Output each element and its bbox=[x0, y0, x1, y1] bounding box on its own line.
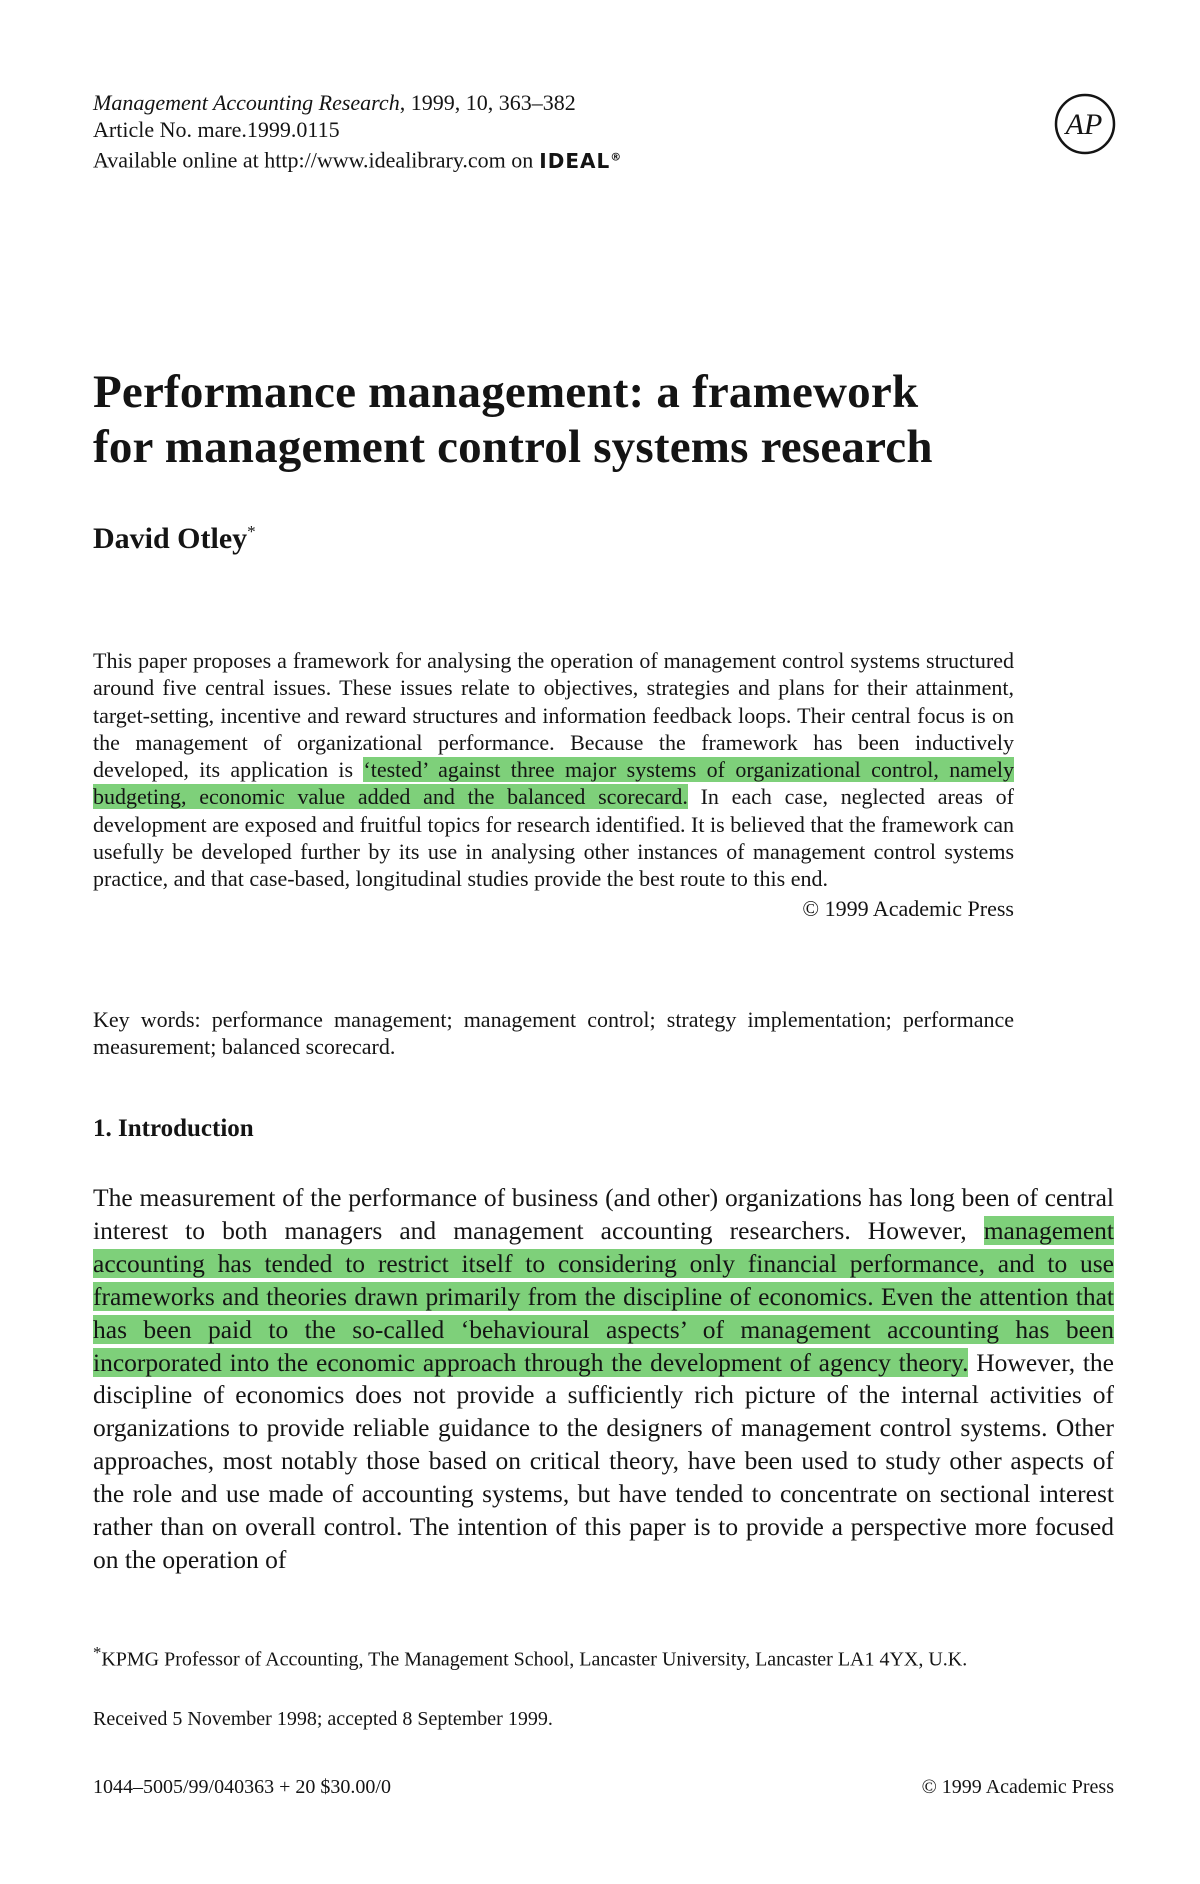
svg-text:AP: AP bbox=[1065, 108, 1103, 141]
abstract-highlight: ‘tested’ against three major systems of organizational control, namely budgeting, economic value added and the balanced scorecard. bbox=[93, 757, 1014, 810]
title-line-2: for management control systems research bbox=[93, 421, 933, 473]
article-number: Article No. mare.1999.0115 bbox=[93, 117, 340, 142]
availability-line bbox=[93, 143, 622, 175]
ideal-logo: IDEAL® bbox=[539, 148, 623, 173]
author-name: David Otley bbox=[93, 522, 248, 555]
paper-title bbox=[93, 365, 1133, 475]
publisher-logo-icon bbox=[1053, 92, 1117, 156]
journal-volume-pages: , 1999, 10, 363–382 bbox=[399, 90, 576, 115]
introduction-highlight: management accounting has tended to restrict itself to considering only financial performance, and to use frameworks and theories drawn primarily from the discipline of economics. Even the attention that has been paid to the so-called ‘behavioural aspects’ of management accounting has been incorporated into the economic approach through the development of agency theory. bbox=[93, 1215, 1114, 1377]
received-dates: Received 5 November 1998; accepted 8 September 1999. bbox=[93, 1708, 553, 1730]
abstract-text: This paper proposes a framework for analysing the operation of management control systems structured around five central issues. These issues relate to objectives, strategies and plans for their attainment, target-setting, incentive and reward structures and information feedback loops. Their central focus is on the management of organizational performance. Because the framework has been inductively developed, its application is ‘tested’ against three major systems of organizational control, namely budgeting, economic value added and the balanced scorecard. In each case, neglected areas of development are exposed and fruitful topics for research identified. It is believed that the framework can usefully be developed further by its use in analysing other instances of management control systems practice, and that case-based, longitudinal studies provide the best route to this end. bbox=[93, 648, 1014, 892]
footer-copyright: © 1999 Academic Press bbox=[921, 1776, 1114, 1798]
abstract-copyright: © 1999 Academic Press bbox=[802, 895, 1014, 921]
journal-name: Management Accounting Research bbox=[93, 90, 400, 115]
available-online-text: Available online at http://www.idealibrary.com on bbox=[93, 147, 534, 173]
section-heading-introduction: 1. Introduction bbox=[93, 1115, 254, 1142]
author-footnote-marker: * bbox=[247, 522, 256, 541]
author-footnote: *KPMG Professor of Accounting, The Management School, Lancaster University, Lancaster LA1 4YX, U.K. bbox=[93, 1643, 968, 1671]
journal-header bbox=[93, 89, 622, 175]
issn-price: 1044–5005/99/040363 + 20 $30.00/0 bbox=[93, 1776, 391, 1798]
journal-citation bbox=[93, 89, 622, 116]
title-line-1: Performance management: a framework bbox=[93, 366, 919, 418]
keywords: Key words: performance management; management control; strategy implementation; performance measurement; balanced scorecard. bbox=[93, 1007, 1014, 1060]
abstract bbox=[93, 647, 1014, 922]
author bbox=[93, 522, 256, 556]
introduction-paragraph: The measurement of the performance of business (and other) organizations has long been of central interest to both managers and management accounting researchers. However, management accounting has tended to restrict itself to considering only financial performance, and to use frameworks and theories drawn primarily from the discipline of economics. Even the attention that has been paid to the so-called ‘behavioural aspects’ of management accounting has been incorporated into the economic approach through the development of agency theory. However, the discipline of economics does not provide a sufficiently rich picture of the internal activities of organizations to provide reliable guidance to the designers of management control systems. Other approaches, most notably those based on critical theory, have been used to study other aspects of the role and use made of accounting systems, but have tended to concentrate on sectional interest rather than on overall control. The intention of this paper is to provide a perspective more focused on the operation of bbox=[93, 1183, 1114, 1574]
